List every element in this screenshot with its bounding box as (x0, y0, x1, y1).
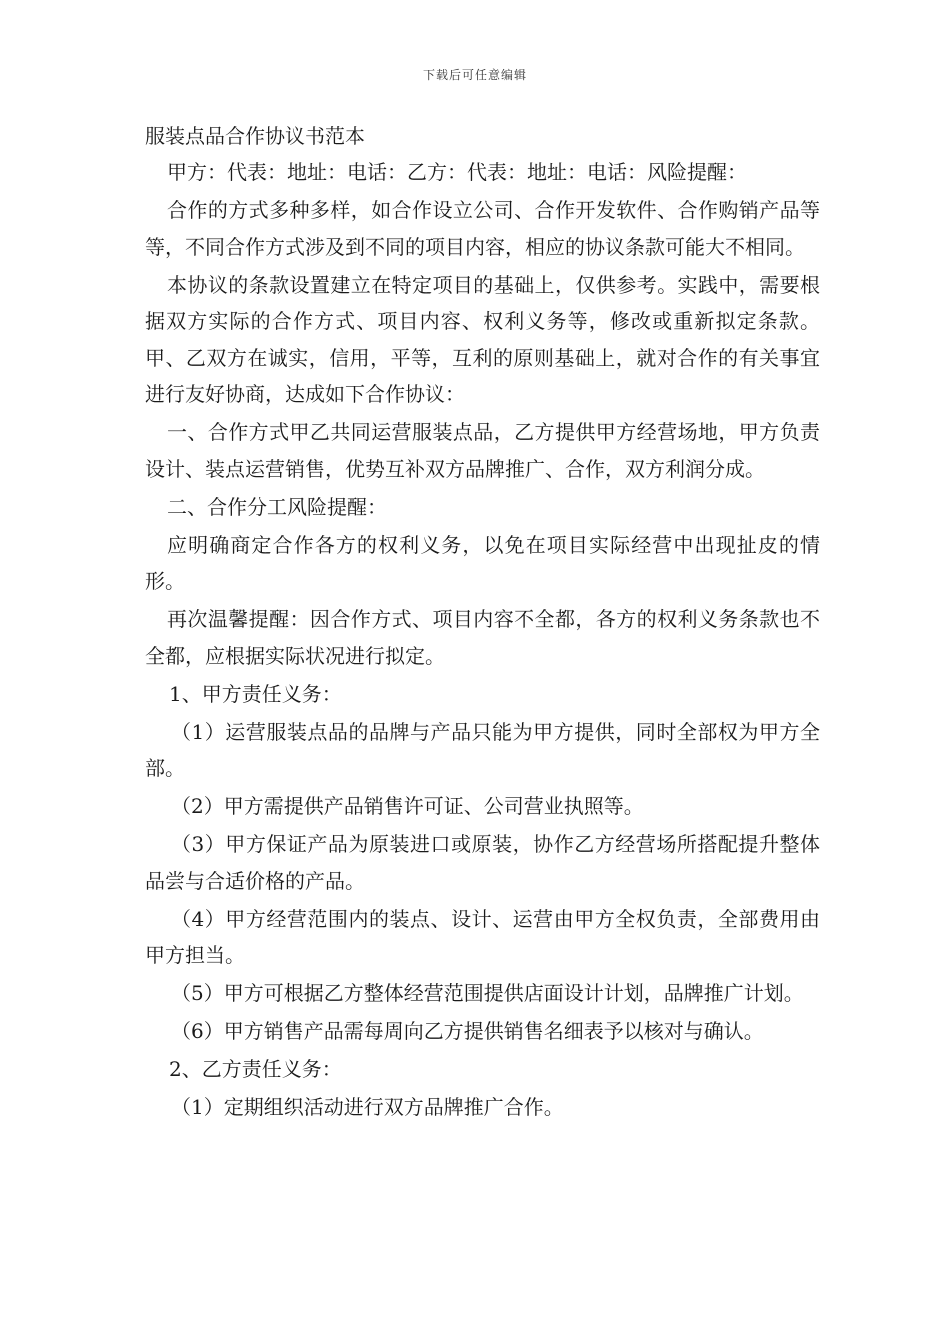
header-note: 下载后可任意编辑 (422, 68, 527, 82)
paragraph-reminder: 再次温馨提醒：因合作方式、项目内容不全都，各方的权利义务条款也不全都，应根据实际状况进行拟定。 (145, 607, 820, 668)
document-title: 服装点品合作协议书范本 (145, 124, 365, 148)
document-body (145, 118, 820, 1127)
paragraph-party-a-item-2: （2）甲方需提供产品销售许可证、公司营业执照等。 (171, 794, 644, 818)
paragraph-party-b-duties-heading: 2、乙方责任义务： (169, 1057, 342, 1081)
paragraph-section-2-heading: 二、合作分工风险提醒： (167, 494, 387, 519)
paragraph-rights-note: 应明确商定合作各方的权利义务，以免在项目实际经营中出现扯皮的情形。 (145, 532, 820, 593)
paragraph-parties: 甲方：代表：地址：电话：乙方：代表：地址：电话：风险提醒： (167, 160, 747, 184)
paragraph-party-a-item-6: （6）甲方销售产品需每周向乙方提供销售名细表予以核对与确认。 (171, 1019, 764, 1043)
paragraph-party-a-item-4: （4）甲方经营范围内的装点、设计、运营由甲方全权负责，全部费用由甲方担当。 (145, 906, 820, 967)
paragraph-section-1: 一、合作方式甲乙共同运营服装点品，乙方提供甲方经营场地，甲方负责设计、装点运营销售，优势互补双方品牌推广、合作，双方利润分成。 (145, 420, 820, 481)
paragraph-party-a-item-3: （3）甲方保证产品为原装进口或原装，协作乙方经营场所搭配提升整体品尝与合适价格的产品。 (145, 832, 820, 893)
paragraph-party-a-item-1: （1）运营服装点品的品牌与产品只能为甲方提供，同时全部权为甲方全部。 (145, 719, 820, 780)
paragraph-party-a-duties-heading: 1、甲方责任义务： (169, 681, 342, 706)
paragraph-party-a-item-5: （5）甲方可根据乙方整体经营范围提供店面设计计划，品牌推广计划。 (171, 981, 804, 1005)
paragraph-reference-note: 本协议的条款设置建立在特定项目的基础上，仅供参考。实践中，需要根据双方实际的合作方式、项目内容、权利义务等，修改或重新拟定条款。 甲、乙双方在诚实，信用，平等，互利的原则基础上，就对合作的有关事宜进行友好协商，达成如下合作协议： (145, 272, 820, 406)
paragraph-party-b-item-1: （1）定期组织活动进行双方品牌推广合作。 (171, 1095, 564, 1119)
paragraph-cooperation-methods: 合作的方式多种多样，如合作设立公司、合作开发软件、合作购销产品等等，不同合作方式涉及到不同的项目内容，相应的协议条款可能大不相同。 (145, 198, 820, 259)
